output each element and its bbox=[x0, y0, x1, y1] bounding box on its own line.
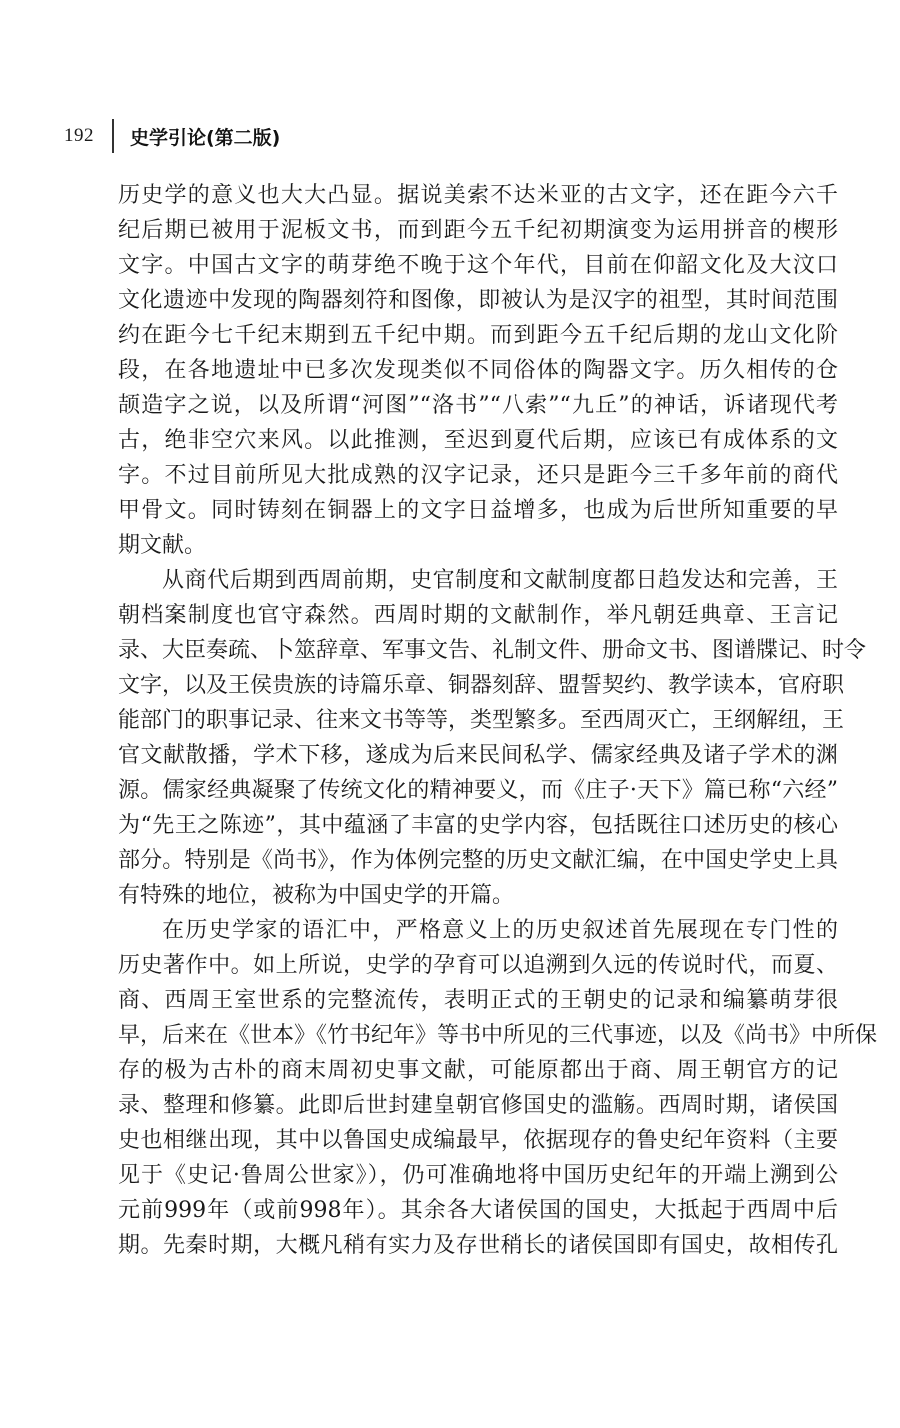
text-line: 文字。中国古文字的萌芽绝不晚于这个年代，目前在仰韶文化及大汶口 bbox=[118, 253, 838, 278]
text-line: 纪后期已被用于泥板文书，而到距今五千纪初期演变为运用拼音的楔形 bbox=[118, 218, 838, 243]
text-line: 源。儒家经典凝聚了传统文化的精神要义，而《庄子·天下》篇已称“六经” bbox=[118, 778, 838, 803]
header-divider bbox=[112, 119, 114, 153]
text-line: 文字，以及王侯贵族的诗篇乐章、铜器刻辞、盟誓契约、教学读本，官府职 bbox=[118, 673, 845, 698]
text-line: 有特殊的地位，被称为中国史学的开篇。 bbox=[118, 883, 515, 908]
text-line: 能部门的职事记录、往来文书等等，类型繁多。至西周灭亡，王纲解纽，王 bbox=[118, 708, 845, 733]
text-line: 约在距今七千纪末期到五千纪中期。而到距今五千纪后期的龙山文化阶 bbox=[118, 323, 838, 348]
text-line: 颉造字之说，以及所谓“河图”“洛书”“八索”“九丘”的神话，诉诸现代考 bbox=[118, 393, 838, 418]
text-line: 录、整理和修纂。此即后世封建皇朝官修国史的滥觞。西周时期，诸侯国 bbox=[118, 1093, 838, 1118]
text-line: 朝档案制度也官守森然。西周时期的文献制作，举凡朝廷典章、王言记 bbox=[118, 603, 838, 628]
body-text bbox=[118, 178, 878, 1263]
text-line: 文化遗迹中发现的陶器刻符和图像，即被认为是汉字的祖型，其时间范围 bbox=[118, 288, 838, 313]
text-line: 部分。特别是《尚书》，作为体例完整的历史文献汇编，在中国史学史上具 bbox=[118, 848, 838, 873]
text-line: 从商代后期到西周前期，史官制度和文献制度都日趋发达和完善，王 bbox=[162, 568, 838, 593]
paragraph-1 bbox=[118, 178, 838, 563]
text-line: 元前999年（或前998年）。其余各大诸侯国的国史，大抵起于西周中后 bbox=[118, 1198, 838, 1223]
text-line: 见于《史记·鲁周公世家》），仍可准确地将中国历史纪年的开端上溯到公 bbox=[118, 1163, 838, 1188]
running-header bbox=[64, 116, 280, 156]
text-line: 史也相继出现，其中以鲁国史成编最早，依据现存的鲁史纪年资料（主要 bbox=[118, 1128, 838, 1153]
text-line: 期文献。 bbox=[118, 533, 207, 558]
text-line: 古，绝非空穴来风。以此推测，至迟到夏代后期，应该已有成体系的文 bbox=[118, 428, 838, 453]
text-line: 字。不过目前所见大批成熟的汉字记录，还只是距今三千多年前的商代 bbox=[118, 463, 838, 488]
text-line: 官文献散播，学术下移，遂成为后来民间私学、儒家经典及诸子学术的渊 bbox=[118, 743, 838, 768]
paragraph-3 bbox=[118, 913, 878, 1263]
text-line: 存的极为古朴的商末周初史事文献，可能原都出于商、周王朝官方的记 bbox=[118, 1058, 838, 1083]
text-line: 早，后来在《世本》《竹书纪年》等书中所见的三代事迹，以及《尚书》中所保 bbox=[118, 1023, 878, 1048]
text-line: 历史著作中。如上所说，史学的孕育可以追溯到久远的传说时代，而夏、 bbox=[118, 953, 838, 978]
text-line: 录、大臣奏疏、卜筮辞章、军事文告、礼制文件、册命文书、图谱牒记、时令 bbox=[118, 638, 867, 663]
paragraph-2 bbox=[118, 563, 867, 913]
text-line: 期。先秦时期，大概凡稍有实力及存世稍长的诸侯国即有国史，故相传孔 bbox=[118, 1233, 838, 1258]
page-number: 192 bbox=[64, 125, 94, 146]
text-line: 甲骨文。同时铸刻在铜器上的文字日益增多，也成为后世所知重要的早 bbox=[118, 498, 838, 523]
text-line: 在历史学家的语汇中，严格意义上的历史叙述首先展现在专门性的 bbox=[162, 918, 838, 943]
text-line: 段，在各地遗址中已多次发现类似不同俗体的陶器文字。历久相传的仓 bbox=[118, 358, 838, 383]
text-line: 为“先王之陈迹”，其中蕴涵了丰富的史学内容，包括既往口述历史的核心 bbox=[118, 813, 838, 838]
book-title: 史学引论(第二版) bbox=[130, 126, 281, 149]
text-line: 商、西周王室世系的完整流传，表明正式的王朝史的记录和编纂萌芽很 bbox=[118, 988, 838, 1013]
text-line: 历史学的意义也大大凸显。据说美索不达米亚的古文字，还在距今六千 bbox=[118, 183, 838, 208]
